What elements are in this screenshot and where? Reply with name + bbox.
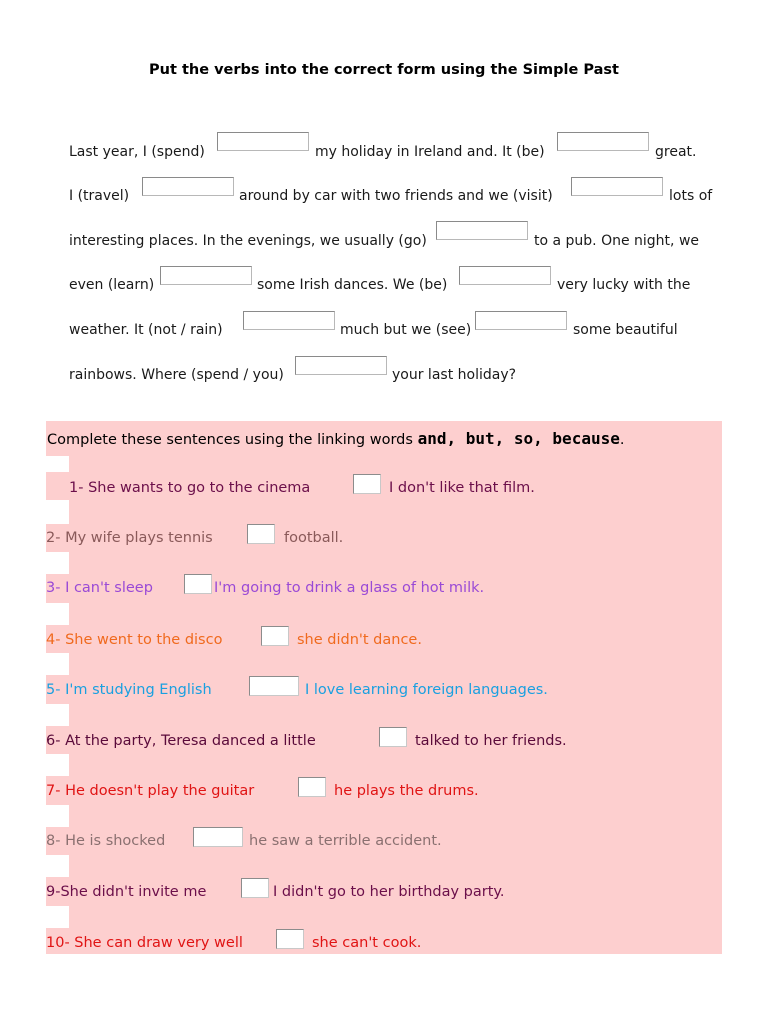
paragraph-text: interesting places. In the evenings, we usually (go) xyxy=(69,233,427,249)
paragraph-text: Last year, I (spend) xyxy=(69,144,205,160)
sentence-end: she can't cook. xyxy=(312,935,422,951)
linking-word-input[interactable] xyxy=(193,827,243,847)
answer-input-be-2[interactable] xyxy=(459,266,551,285)
paragraph-text: much but we (see) xyxy=(340,322,472,338)
linking-word-input[interactable] xyxy=(298,777,326,797)
linking-word-input[interactable] xyxy=(247,524,275,544)
answer-input-travel[interactable] xyxy=(142,177,234,196)
instruction-text: Complete these sentences using the linking words xyxy=(47,432,418,448)
sentence-start: 10- She can draw very well xyxy=(46,935,243,951)
sentence-end: talked to her friends. xyxy=(415,733,567,749)
paragraph-text: even (learn) xyxy=(69,277,155,293)
linking-word-input[interactable] xyxy=(184,574,212,594)
panel-notch xyxy=(46,704,69,726)
answer-input-go[interactable] xyxy=(436,221,528,240)
sentence-start: 3- I can't sleep xyxy=(46,580,153,596)
sentence-start: 6- At the party, Teresa danced a little xyxy=(46,733,316,749)
linking-word-input[interactable] xyxy=(249,676,299,696)
page-title: Put the verbs into the correct form using the Simple Past xyxy=(149,62,619,78)
answer-input-be[interactable] xyxy=(557,132,649,151)
answer-input-spend[interactable] xyxy=(217,132,309,151)
sentence-start: 1- She wants to go to the cinema xyxy=(69,480,311,496)
answer-input-not-rain[interactable] xyxy=(243,311,335,330)
paragraph-text: I (travel) xyxy=(69,188,130,204)
paragraph-text: to a pub. One night, we xyxy=(534,233,700,249)
linking-word-input[interactable] xyxy=(261,626,289,646)
sentence-end: I don't like that film. xyxy=(389,480,535,496)
panel-notch xyxy=(46,456,69,472)
sentence-start: 9-She didn't invite me xyxy=(46,884,207,900)
paragraph-text: weather. It (not / rain) xyxy=(69,322,223,338)
panel-notch xyxy=(46,603,69,625)
sentence-start: 2- My wife plays tennis xyxy=(46,530,213,546)
answer-input-spend-you[interactable] xyxy=(295,356,387,375)
panel-notch xyxy=(46,552,69,574)
paragraph-text: your last holiday? xyxy=(392,367,517,383)
paragraph-text: some beautiful xyxy=(573,322,678,338)
sentence-start: 5- I'm studying English xyxy=(46,682,212,698)
linking-word-input[interactable] xyxy=(379,727,407,747)
answer-input-see[interactable] xyxy=(475,311,567,330)
panel-notch xyxy=(46,653,69,675)
panel-notch xyxy=(46,805,69,827)
panel-notch xyxy=(46,855,69,877)
sentence-end: football. xyxy=(284,530,344,546)
paragraph-text: rainbows. Where (spend / you) xyxy=(69,367,284,383)
paragraph-text: lots of xyxy=(669,188,713,204)
answer-input-learn[interactable] xyxy=(160,266,252,285)
sentence-start: 7- He doesn't play the guitar xyxy=(46,783,255,799)
sentence-start: 4- She went to the disco xyxy=(46,632,223,648)
paragraph-text: some Irish dances. We (be) xyxy=(257,277,448,293)
panel-notch xyxy=(46,754,69,776)
paragraph-text: very lucky with the xyxy=(557,277,691,293)
linking-word-input[interactable] xyxy=(276,929,304,949)
sentence-end: I'm going to drink a glass of hot milk. xyxy=(214,580,485,596)
instruction xyxy=(47,429,624,448)
sentence-end: she didn't dance. xyxy=(297,632,422,648)
linking-word-input[interactable] xyxy=(353,474,381,494)
sentence-end: he saw a terrible accident. xyxy=(249,833,442,849)
answer-input-visit[interactable] xyxy=(571,177,663,196)
panel-notch xyxy=(46,500,69,524)
sentence-end: I love learning foreign languages. xyxy=(305,682,548,698)
paragraph-text: around by car with two friends and we (visit) xyxy=(239,188,553,204)
paragraph-text: great. xyxy=(655,144,697,160)
sentence-end: he plays the drums. xyxy=(334,783,479,799)
sentence-start: 8- He is shocked xyxy=(46,833,166,849)
linking-word-input[interactable] xyxy=(241,878,269,898)
panel-notch xyxy=(46,906,69,928)
linking-words: and, but, so, because xyxy=(417,429,620,448)
instruction-end: . xyxy=(619,432,625,448)
sentence-end: I didn't go to her birthday party. xyxy=(273,884,505,900)
paragraph-text: my holiday in Ireland and. It (be) xyxy=(315,144,545,160)
